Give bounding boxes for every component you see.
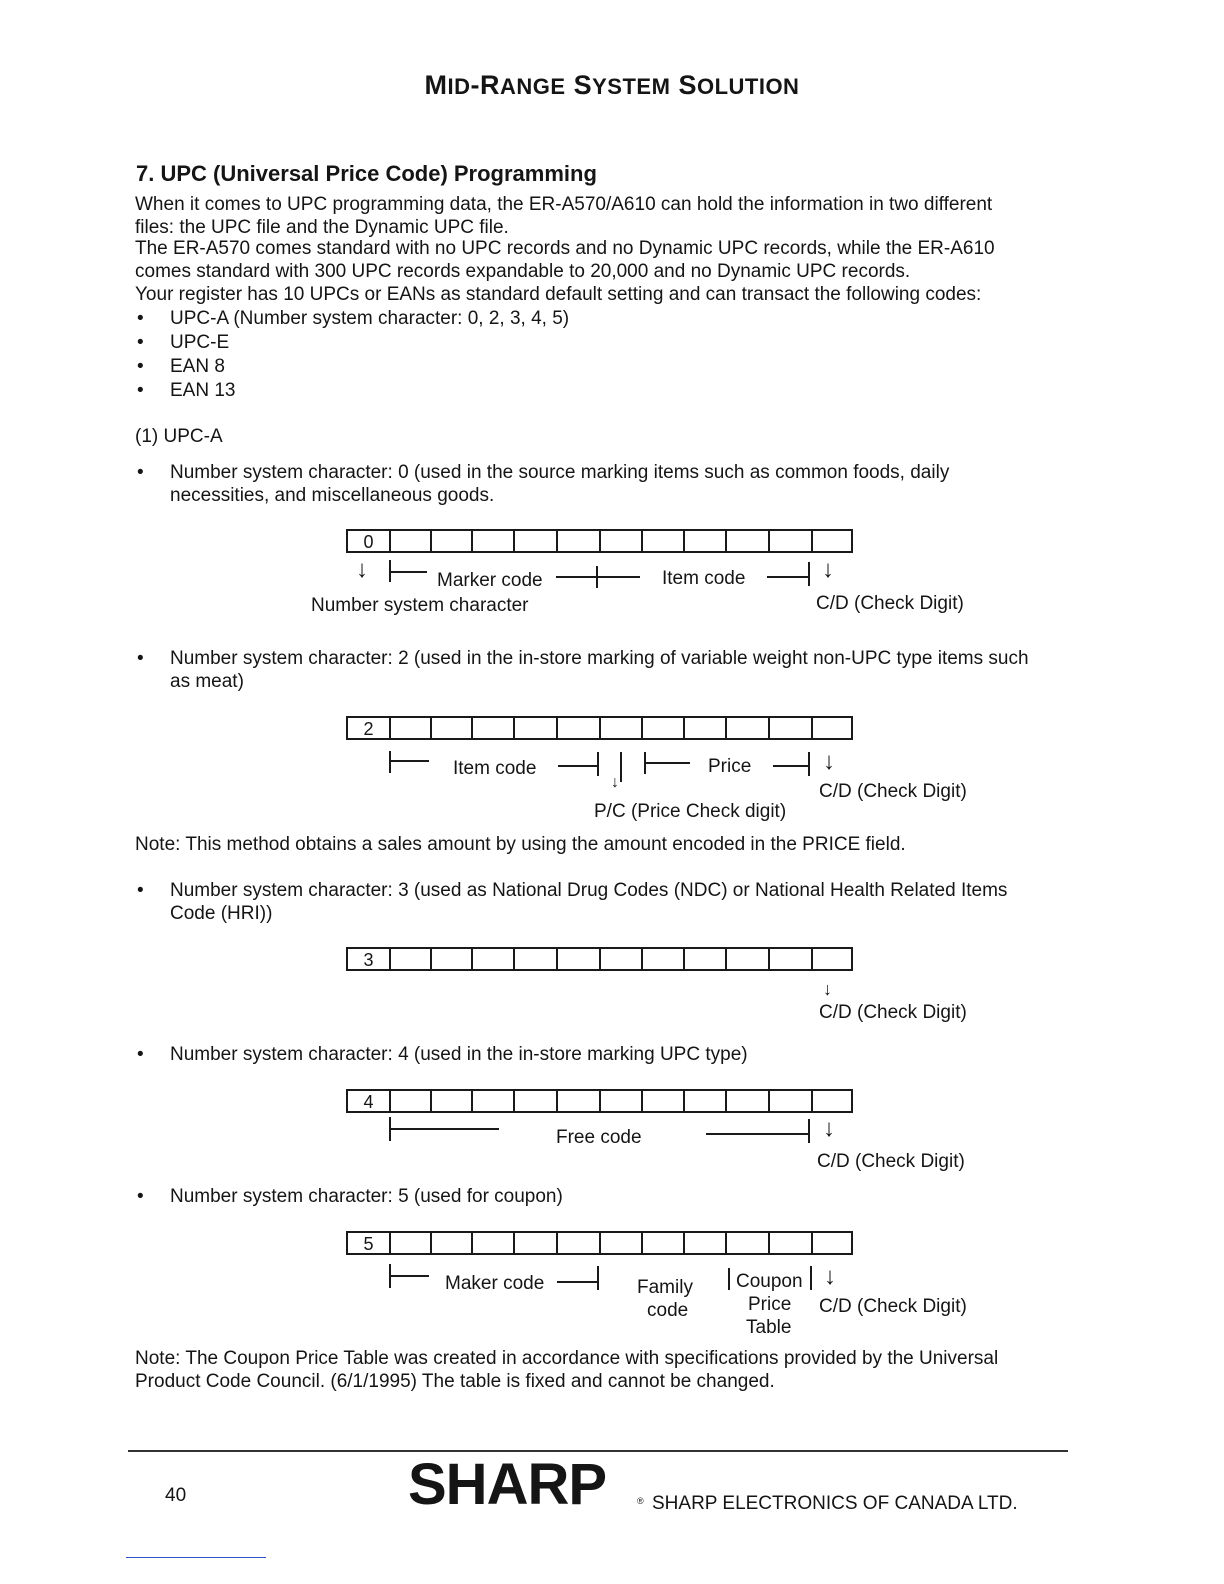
upc-digit-cell: [725, 716, 768, 740]
upc-digit-cell: [768, 1231, 811, 1255]
nsc4-desc-1: Number system character: 4 (used in the in-store marking UPC type): [170, 1044, 748, 1065]
bracket-line: [773, 765, 809, 767]
bracket-line: [557, 1281, 598, 1283]
nsc-digit: 2: [363, 719, 374, 739]
upc-digit-cell: [599, 947, 641, 971]
upc-digit-cell: [641, 1231, 683, 1255]
nsc5-note-2: Product Code Council. (6/1/1995) The table is fixed and cannot be changed.: [135, 1371, 775, 1392]
bracket-line: [389, 760, 429, 762]
price-check-label: P/C (Price Check digit): [594, 801, 787, 822]
upc-digit-cell: [430, 1231, 471, 1255]
bracket-line: [389, 1275, 429, 1277]
family-code-label: Family: [637, 1277, 693, 1298]
nsc3-desc-1: Number system character: 3 (used as National Drug Codes (NDC) or National Health Related Items: [170, 880, 1008, 901]
bracket-end: [597, 752, 599, 776]
code-list-item: EAN 8: [170, 356, 225, 377]
pc-pointer-line: [620, 752, 622, 782]
upc-digit-cell-nsc: [346, 716, 389, 740]
nsc-digit: 4: [363, 1092, 374, 1112]
upc-digit-cell: [430, 1089, 471, 1113]
upc-digit-cell: [430, 947, 471, 971]
upc-digit-cell: [725, 947, 768, 971]
upc-digit-cell: [389, 1089, 430, 1113]
nsc-digit: 3: [363, 950, 374, 970]
upc-digit-cell: [725, 1089, 768, 1113]
registered-mark: ®: [637, 1496, 644, 1506]
upc-digit-cell: [683, 1089, 725, 1113]
check-digit-label: C/D (Check Digit): [819, 1002, 967, 1023]
check-digit-label: C/D (Check Digit): [819, 781, 967, 802]
item-code-label: Item code: [453, 758, 537, 779]
upc-digit-cell: [430, 529, 471, 553]
upc-digit-cell: [471, 1089, 513, 1113]
intro-line-5: Your register has 10 UPCs or EANs as standard default setting and can transact the following codes:: [135, 284, 982, 305]
upc-digit-cell: [389, 1231, 430, 1255]
upc-digit-cell: [768, 716, 811, 740]
down-arrow-icon: ↓: [822, 556, 834, 583]
page-number: 40: [165, 1485, 187, 1506]
upc-digit-cell: [725, 529, 768, 553]
nsc2-desc-1: Number system character: 2 (used in the in-store marking of variable weight non-UPC type items such: [170, 648, 1029, 669]
upc-digit-cell: [683, 716, 725, 740]
nsc0-desc-1: Number system character: 0 (used in the source marking items such as common foods, daily: [170, 462, 950, 483]
upc-digit-cell: [599, 1089, 641, 1113]
code-list-item: EAN 13: [170, 380, 236, 401]
free-code-label: Free code: [556, 1127, 642, 1148]
bullet-dot: •: [137, 1186, 144, 1207]
nsc0-desc-2: necessities, and miscellaneous goods.: [170, 485, 495, 506]
bracket-end: [810, 1266, 812, 1290]
upc-digit-cell-nsc: [346, 1089, 389, 1113]
upc-digit-cell: [513, 529, 556, 553]
upc-digit-cell: [389, 529, 430, 553]
nsc-digit: 0: [363, 532, 374, 552]
coupon-price-table-label: Price: [748, 1294, 792, 1315]
upc-digit-cell: [725, 1231, 768, 1255]
page-header: MID-RANGE SYSTEM SOLUTION: [424, 70, 800, 100]
bracket-line: [389, 571, 427, 573]
upc-digit-cell: [599, 716, 641, 740]
upc-digit-cell: [513, 947, 556, 971]
upc-digit-cell: [513, 1089, 556, 1113]
down-arrow-icon: ↓: [823, 1115, 835, 1142]
bracket-end: [808, 752, 810, 776]
upc-digit-cell: [513, 1231, 556, 1255]
coupon-price-table-label: Table: [746, 1317, 792, 1338]
upc-digit-cell: [556, 716, 599, 740]
check-digit-label: C/D (Check Digit): [817, 1151, 965, 1172]
check-digit-label: C/D (Check Digit): [819, 1296, 967, 1317]
upc-digit-cell: [556, 1089, 599, 1113]
intro-line-2: files: the UPC file and the Dynamic UPC file.: [135, 217, 509, 238]
upc-digit-cell: [811, 529, 853, 553]
bullet-dot: •: [137, 1044, 144, 1065]
upc-digit-cell: [599, 529, 641, 553]
price-label: Price: [708, 756, 752, 777]
bracket-end: [597, 1266, 599, 1290]
down-arrow-icon: ↓: [356, 556, 368, 583]
upc-digit-cell: [556, 529, 599, 553]
upc-digit-cell-nsc: [346, 947, 389, 971]
maker-code-label: Maker code: [445, 1273, 545, 1294]
down-arrow-icon: ↓: [824, 1263, 836, 1290]
bracket-end: [808, 562, 810, 586]
upc-digit-cell: [811, 1089, 853, 1113]
bracket-line: [389, 1128, 499, 1130]
code-list-item: UPC-E: [170, 332, 230, 353]
bullet-dot: •: [137, 880, 144, 901]
bullet-dot: •: [137, 308, 144, 329]
upc-digit-cell: [599, 1231, 641, 1255]
nsc2-note: Note: This method obtains a sales amount by using the amount encoded in the PRICE field.: [135, 834, 906, 855]
upc-digit-cell: [811, 947, 853, 971]
item-code-label: Item code: [662, 568, 746, 589]
upc-digit-cell: [556, 947, 599, 971]
upc-digit-cell: [683, 529, 725, 553]
upc-digit-cell-nsc: [346, 1231, 389, 1255]
nsc5-note-1: Note: The Coupon Price Table was created in accordance with specifications provided by the Universal: [135, 1348, 999, 1369]
bracket-line: [558, 765, 598, 767]
nsc-digit: 5: [363, 1234, 374, 1254]
upc-digit-cell: [389, 947, 430, 971]
upc-digit-cell: [683, 947, 725, 971]
upc-digit-cell: [556, 1231, 599, 1255]
marker-code-label: Marker code: [437, 570, 543, 591]
upc-digit-cell: [768, 1089, 811, 1113]
upc-digit-cell: [768, 947, 811, 971]
nsc-label: Number system character: [311, 595, 529, 616]
upc-digit-cell: [641, 947, 683, 971]
bullet-dot: •: [137, 380, 144, 401]
bullet-dot: •: [137, 332, 144, 353]
company-name: SHARP ELECTRONICS OF CANADA LTD.: [652, 1493, 1018, 1514]
coupon-price-table-label: Coupon: [736, 1271, 803, 1292]
nsc5-desc-1: Number system character: 5 (used for coupon): [170, 1186, 563, 1207]
upc-digit-cell: [471, 947, 513, 971]
upc-digit-cell: [641, 1089, 683, 1113]
upc-digit-cell: [389, 716, 430, 740]
bracket-line: [767, 576, 810, 578]
bracket-end: [808, 1119, 810, 1143]
bracket-start: [389, 751, 391, 773]
family-code-label: code: [647, 1300, 689, 1321]
bullet-dot: •: [137, 462, 144, 483]
bracket-line: [644, 762, 690, 764]
upc-digit-cell: [811, 716, 853, 740]
sharp-logo: SHARP: [408, 1452, 607, 1517]
nsc3-desc-2: Code (HRI)): [170, 903, 273, 924]
bracket-line: [556, 576, 640, 578]
bracket-line: [706, 1133, 810, 1135]
check-digit-label: C/D (Check Digit): [816, 593, 964, 614]
upc-digit-cell: [430, 716, 471, 740]
intro-line-1: When it comes to UPC programming data, the ER-A570/A610 can hold the information in two different: [135, 194, 993, 215]
bullet-dot: •: [137, 356, 144, 377]
upc-digit-cell-nsc: [346, 529, 389, 553]
nsc2-desc-2: as meat): [170, 671, 244, 692]
upc-digit-cell: [641, 529, 683, 553]
bullet-dot: •: [137, 648, 144, 669]
upc-digit-cell: [471, 1231, 513, 1255]
upc-digit-cell: [683, 1231, 725, 1255]
code-list-item: UPC-A (Number system character: 0, 2, 3, 4, 5): [170, 308, 570, 329]
footer-underline: [126, 1557, 266, 1558]
upc-digit-cell: [641, 716, 683, 740]
down-arrow-icon: ↓: [823, 748, 835, 775]
upc-digit-cell: [471, 716, 513, 740]
bracket-divider: [596, 566, 598, 588]
upc-digit-cell: [811, 1231, 853, 1255]
down-arrow-icon: ↓: [611, 774, 619, 791]
upc-digit-cell: [513, 716, 556, 740]
upc-digit-cell: [471, 529, 513, 553]
down-arrow-icon: ↓: [823, 979, 832, 999]
intro-line-4: comes standard with 300 UPC records expandable to 20,000 and no Dynamic UPC records.: [135, 261, 911, 282]
upc-digit-cell: [768, 529, 811, 553]
section-title: 7. UPC (Universal Price Code) Programming: [136, 161, 597, 186]
intro-line-3: The ER-A570 comes standard with no UPC records and no Dynamic UPC records, while the ER-A610: [135, 238, 995, 259]
bracket-start: [728, 1268, 730, 1290]
sub-heading: (1) UPC-A: [135, 426, 223, 447]
